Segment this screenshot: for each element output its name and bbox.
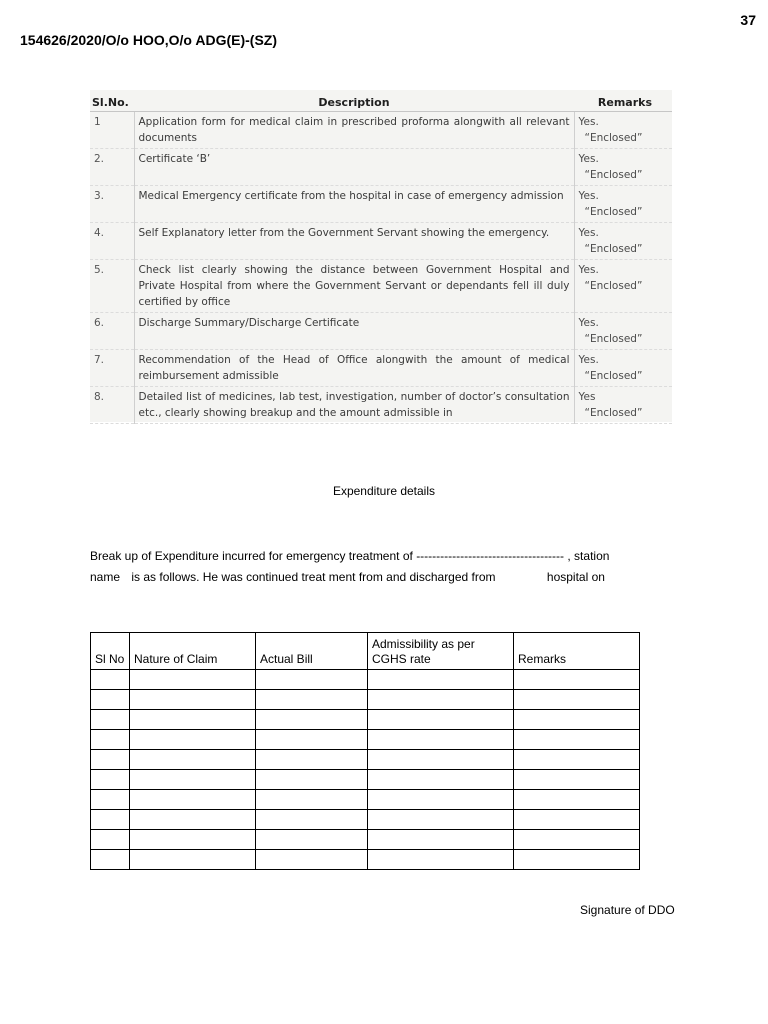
remark-enclosed: “Enclosed” — [584, 206, 643, 218]
claims-cell — [130, 770, 256, 790]
claims-cell — [91, 710, 130, 730]
claims-column-header: Admissibility as per CGHS rate — [368, 633, 514, 670]
remark-yes: Yes. — [578, 317, 599, 329]
checklist-header-description: Description — [134, 90, 574, 112]
remark-enclosed: “Enclosed” — [584, 169, 643, 181]
expenditure-title: Expenditure details — [332, 484, 436, 498]
claims-cell — [368, 710, 514, 730]
checklist-header-remarks: Remarks — [574, 90, 672, 112]
claims-cell — [368, 770, 514, 790]
claims-cell — [130, 750, 256, 770]
claims-cell — [130, 690, 256, 710]
checklist-sl: 4. — [90, 223, 134, 260]
checklist-description: Discharge Summary/Discharge Certificate — [134, 313, 574, 350]
expenditure-paragraph — [90, 546, 650, 588]
claims-cell — [256, 690, 368, 710]
claims-cell — [514, 830, 640, 850]
page-number: 37 — [740, 12, 756, 28]
checklist-sl: 6. — [90, 313, 134, 350]
claims-cell — [514, 730, 640, 750]
claims-cell — [514, 690, 640, 710]
claims-row — [91, 810, 640, 830]
claims-column-header: Remarks — [514, 633, 640, 670]
claims-cell — [368, 810, 514, 830]
file-reference: 154626/2020/O/o HOO,O/o ADG(E)-(SZ) — [20, 32, 277, 48]
remark-yes: Yes. — [578, 227, 599, 239]
claims-row — [91, 850, 640, 870]
claims-cell — [256, 750, 368, 770]
checklist-remarks — [574, 223, 672, 260]
remark-yes: Yes — [578, 391, 596, 403]
claims-cell — [256, 670, 368, 690]
claims-cell — [130, 850, 256, 870]
checklist-description: Certificate ‘B’ — [134, 149, 574, 186]
expenditure-text-5: hospital on — [546, 570, 605, 584]
checklist-table — [90, 90, 672, 424]
claims-cell — [256, 810, 368, 830]
claims-cell — [368, 850, 514, 870]
signature-label: Signature of DDO — [580, 903, 675, 917]
remark-yes: Yes. — [578, 153, 599, 165]
checklist-sl: 3. — [90, 186, 134, 223]
claims-cell — [130, 710, 256, 730]
claims-cell — [514, 790, 640, 810]
claims-row — [91, 730, 640, 750]
checklist-description: Check list clearly showing the distance between Government Hospital and Private Hospital from where the Government Servant or dependants fell ill duly certified by office — [134, 260, 574, 313]
claims-cell — [256, 770, 368, 790]
claims-cell — [256, 790, 368, 810]
claims-cell — [368, 750, 514, 770]
remark-yes: Yes. — [578, 116, 599, 128]
checklist-remarks — [574, 112, 672, 149]
claims-cell — [514, 850, 640, 870]
claims-cell — [514, 750, 640, 770]
claims-row — [91, 770, 640, 790]
checklist-sl: 2. — [90, 149, 134, 186]
checklist-sl: 1 — [90, 112, 134, 149]
scanned-checklist — [90, 90, 672, 422]
remark-enclosed: “Enclosed” — [584, 333, 643, 345]
claims-cell — [130, 790, 256, 810]
remark-enclosed: “Enclosed” — [584, 132, 643, 144]
checklist-row — [90, 387, 672, 424]
claims-cell — [256, 830, 368, 850]
claims-cell — [91, 670, 130, 690]
claims-cell — [91, 770, 130, 790]
checklist-row — [90, 186, 672, 223]
checklist-row — [90, 112, 672, 149]
checklist-remarks — [574, 186, 672, 223]
checklist-description: Detailed list of medicines, lab test, investigation, number of doctor’s consultation etc., clearly showing breakup and the amount admissible in — [134, 387, 574, 424]
claims-column-header: Actual Bill — [256, 633, 368, 670]
claims-cell — [130, 670, 256, 690]
claims-column-header: Sl No — [91, 633, 130, 670]
claims-row — [91, 670, 640, 690]
claims-cell — [91, 790, 130, 810]
claims-cell — [514, 670, 640, 690]
claims-cell — [514, 710, 640, 730]
claims-cell — [256, 730, 368, 750]
checklist-row — [90, 313, 672, 350]
claims-cell — [368, 790, 514, 810]
checklist-row — [90, 350, 672, 387]
expenditure-text-2: , station — [567, 549, 610, 563]
claims-cell — [130, 830, 256, 850]
claims-row — [91, 690, 640, 710]
claims-cell — [130, 810, 256, 830]
claims-cell — [91, 750, 130, 770]
remark-enclosed: “Enclosed” — [584, 280, 643, 292]
remark-yes: Yes. — [578, 264, 599, 276]
claims-column-header: Nature of Claim — [130, 633, 256, 670]
checklist-remarks — [574, 149, 672, 186]
claims-row — [91, 710, 640, 730]
claims-cell — [368, 730, 514, 750]
checklist-remarks — [574, 350, 672, 387]
expenditure-text-4: is as follows. He was continued treat ment from and discharged from — [131, 570, 496, 584]
claims-cell — [368, 690, 514, 710]
checklist-description: Self Explanatory letter from the Government Servant showing the emergency. — [134, 223, 574, 260]
claims-row — [91, 750, 640, 770]
checklist-remarks — [574, 313, 672, 350]
checklist-description: Recommendation of the Head of Office alongwith the amount of medical reimbursement admissible — [134, 350, 574, 387]
claims-cell — [91, 810, 130, 830]
remark-yes: Yes. — [578, 190, 599, 202]
claims-cell — [514, 770, 640, 790]
checklist-row — [90, 260, 672, 313]
expenditure-text-1: Break up of Expenditure incurred for emergency treatment of — [90, 549, 413, 563]
claims-cell — [256, 850, 368, 870]
claims-cell — [368, 670, 514, 690]
checklist-description: Application form for medical claim in prescribed proforma alongwith all relevant documents — [134, 112, 574, 149]
claims-cell — [91, 850, 130, 870]
checklist-sl: 8. — [90, 387, 134, 424]
claims-row — [91, 830, 640, 850]
expenditure-text-3: name — [90, 570, 121, 584]
checklist-remarks — [574, 387, 672, 424]
claims-cell — [91, 830, 130, 850]
checklist-header-sl: Sl.No. — [90, 90, 134, 112]
checklist-sl: 7. — [90, 350, 134, 387]
remark-enclosed: “Enclosed” — [584, 243, 643, 255]
claims-table — [90, 632, 640, 870]
claims-cell — [91, 730, 130, 750]
claims-cell — [256, 710, 368, 730]
remark-enclosed: “Enclosed” — [584, 407, 643, 419]
checklist-description: Medical Emergency certificate from the hospital in case of emergency admission — [134, 186, 574, 223]
claims-cell — [130, 730, 256, 750]
remark-enclosed: “Enclosed” — [584, 370, 643, 382]
checklist-row — [90, 223, 672, 260]
claims-cell — [91, 690, 130, 710]
checklist-sl: 5. — [90, 260, 134, 313]
claims-cell — [514, 810, 640, 830]
checklist-row — [90, 149, 672, 186]
claims-cell — [368, 830, 514, 850]
claims-row — [91, 790, 640, 810]
remark-yes: Yes. — [578, 354, 599, 366]
patient-name-blank: ------------------------------------- — [416, 549, 565, 563]
checklist-remarks — [574, 260, 672, 313]
